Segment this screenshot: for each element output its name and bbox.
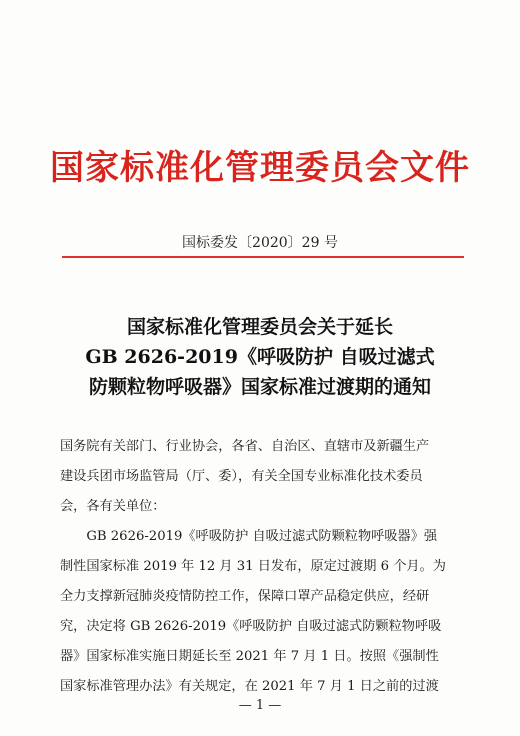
document-body [60, 432, 462, 702]
paragraph-line: 全力支撑新冠肺炎疫情防控工作，保障口罩产品稳定供应，经研 [60, 589, 430, 604]
paragraph-line: 器》国家标准实施日期延长至 2021 年 7 月 1 日。按照《强制性 [60, 649, 439, 664]
red-divider-line [62, 256, 464, 258]
title-line: 防颗粒物呼吸器》国家标准过渡期的通知 [88, 376, 431, 398]
addressee-line: 建设兵团市场监管局（厅、委），有关全国专业标准化技术委员 [60, 469, 423, 484]
title-line: GB 2626-2019《呼吸防护 自吸过滤式 [85, 346, 435, 368]
title-line: 国家标准化管理委员会关于延长 [126, 316, 393, 338]
addressee-line: 会，各有关单位： [60, 499, 166, 514]
paragraph-line: 国家标准管理办法》有关规定，在 2021 年 7 月 1 日之前的过渡 [60, 679, 439, 694]
document-number: 国标委发〔2020〕29 号 [182, 235, 338, 251]
paragraph-line: 制性国家标准 2019 年 12 月 31 日发布，原定过渡期 6 个月。为 [60, 559, 446, 574]
paragraph-line: 究，决定将 GB 2626-2019《呼吸防护 自吸过滤式防颗粒物呼吸 [60, 619, 442, 634]
body-paragraph [60, 522, 462, 702]
document-title [0, 312, 520, 402]
page-number: — 1 — [238, 698, 282, 713]
addressee-line: 国务院有关部门、行业协会，各省、自治区、直辖市及新疆生产 [60, 439, 430, 454]
paragraph-line: GB 2626-2019《呼吸防护 自吸过滤式防颗粒物呼吸器》强 [60, 529, 438, 544]
addressee-paragraph [60, 432, 462, 522]
issuer-header: 国家标准化管理委员会文件 [50, 148, 470, 188]
